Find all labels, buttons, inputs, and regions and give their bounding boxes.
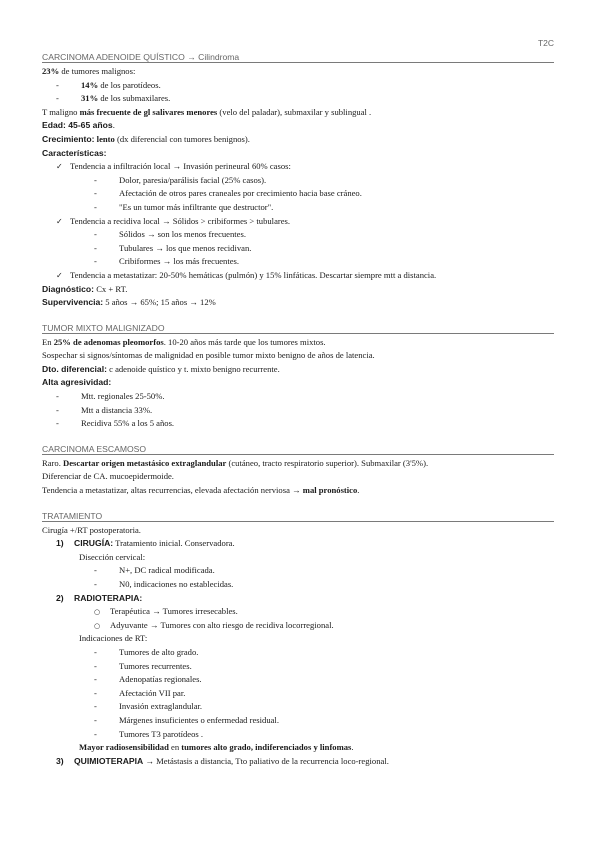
- bold-text: mal pronóstico: [302, 485, 358, 496]
- bold-text: 31%: [81, 93, 99, 104]
- check-icon: ✓: [56, 216, 63, 226]
- text-line: Diferenciar de CA. mucoepidermoide.: [42, 471, 174, 482]
- list-item: [42, 714, 554, 728]
- text: de los parotídeos.: [98, 79, 161, 90]
- text: . 10-20 años más tarde que los tumores mixtos.: [163, 336, 326, 347]
- list-item: [42, 687, 554, 701]
- heading-synonym: Cilindroma: [198, 52, 240, 62]
- text-line: [42, 336, 554, 350]
- list-item: [42, 79, 554, 93]
- label: Diagnóstico:: [42, 283, 95, 294]
- bold-text: 23%: [42, 66, 60, 76]
- section-heading-carcinoma-escamoso: CARCINOMA ESCAMOSO: [42, 444, 554, 455]
- text-line: Disección cervical:: [79, 551, 146, 562]
- list-item: [42, 728, 554, 742]
- circle-bullet-icon: ○: [94, 608, 101, 617]
- dash-bullet: -: [56, 93, 59, 104]
- item-number: 2): [56, 592, 64, 603]
- text: Tendencia a metastatizar, altas recurrencias, elevada afectación nerviosa →: [42, 485, 303, 496]
- heading-text: CARCINOMA ADENOIDE QUÍSTICO →: [42, 52, 199, 62]
- text: .: [112, 120, 115, 131]
- text: Tumores T3 parotídeos .: [119, 728, 204, 739]
- text-line: [42, 376, 554, 390]
- dash-bullet: -: [94, 565, 97, 576]
- label: CIRUGÍA:: [74, 538, 114, 549]
- text: Afectación de otros pares craneales por crecimiento hacia base cráneo.: [119, 188, 362, 199]
- text: 5 años → 65%; 15 años → 12%: [103, 297, 216, 308]
- dash-bullet: -: [94, 728, 97, 739]
- section-heading-tratamiento: TRATAMIENTO: [42, 511, 554, 522]
- text: T maligno: [42, 106, 80, 117]
- text-line: [42, 283, 554, 297]
- dash-bullet: -: [94, 714, 97, 725]
- text-line: [42, 296, 554, 310]
- text-line: [42, 457, 554, 471]
- text-line: [42, 106, 554, 120]
- dash-bullet: -: [94, 646, 97, 657]
- check-icon: ✓: [56, 162, 63, 172]
- text: Cx + RT.: [94, 283, 128, 294]
- dash-bullet: -: [56, 79, 59, 90]
- text: En: [42, 336, 54, 347]
- list-item: [42, 228, 554, 242]
- list-item: [42, 201, 554, 215]
- list-item: [42, 187, 554, 201]
- dash-bullet: -: [56, 418, 59, 429]
- list-item: [42, 673, 554, 687]
- text: Adyuvante → Tumores con alto riesgo de recidiva locorregional.: [110, 619, 334, 630]
- label: Dto. diferencial:: [42, 363, 107, 374]
- list-item: [42, 92, 554, 106]
- text: Tumores de alto grado.: [119, 646, 199, 657]
- text-line: [42, 741, 554, 755]
- dash-bullet: -: [94, 660, 97, 671]
- check-item: [42, 215, 554, 229]
- label: Características:: [42, 147, 107, 158]
- list-item: [42, 578, 554, 592]
- dash-bullet: -: [94, 188, 97, 199]
- text-line: [42, 133, 554, 147]
- bold-text: Descartar origen metastásico extraglandular: [63, 457, 227, 468]
- bold-text: más frecuente de gl salivares menores: [79, 106, 218, 117]
- text: en: [168, 742, 182, 753]
- text-line: Cirugía +/RT postoperatoria.: [42, 524, 141, 535]
- dash-bullet: -: [94, 687, 97, 698]
- section-heading-carcinoma-adenoide: [42, 52, 554, 63]
- text: Raro.: [42, 457, 64, 468]
- section-heading-tumor-mixto: TUMOR MIXTO MALIGNIZADO: [42, 323, 554, 334]
- page-code: T2C: [537, 38, 554, 48]
- label: Alta agresividad:: [42, 377, 112, 388]
- label: Edad: 45-65 años: [42, 120, 113, 131]
- text: Tumores recurrentes.: [119, 660, 192, 671]
- text: c adenoide quístico y t. mixto benigno recurrente.: [106, 363, 280, 374]
- dash-bullet: -: [94, 242, 97, 253]
- item-number: 1): [56, 538, 64, 549]
- text-line: [42, 147, 554, 161]
- list-item: [42, 646, 554, 660]
- text: Mtt a distancia 33%.: [81, 404, 153, 415]
- text: Recidiva 55% a los 5 años.: [81, 418, 175, 429]
- label: QUIMIOTERAPIA: [74, 755, 144, 766]
- text: Mtt. regionales 25-50%.: [81, 391, 165, 402]
- dash-bullet: -: [94, 579, 97, 589]
- text: "Es un tumor más infiltrante que destructor".: [119, 201, 274, 212]
- text: Tendencia a recidiva local → Sólidos > cribiformes > tubulares.: [70, 215, 291, 226]
- text-line: [42, 484, 554, 498]
- text: .: [351, 742, 354, 753]
- dash-bullet: -: [56, 404, 59, 415]
- dash-bullet: -: [56, 391, 59, 402]
- text: N0, indicaciones no establecidas.: [119, 579, 234, 589]
- list-item: [42, 564, 554, 578]
- text: de tumores malignos:: [59, 66, 136, 76]
- text: Adenopatías regionales.: [119, 674, 202, 685]
- text-line: Sospechar si signos/síntomas de malignidad en posible tumor mixto benigno de años de latencia.: [42, 350, 375, 361]
- document-body: [42, 52, 554, 768]
- circle-bullet-icon: ○: [94, 621, 101, 630]
- text: Afectación VII par.: [119, 687, 186, 698]
- check-icon: ✓: [56, 270, 63, 280]
- check-item: [42, 160, 554, 174]
- list-item: [42, 700, 554, 714]
- text: (cutáneo, tracto respiratorio superior). Submaxilar (3'5%).: [226, 457, 429, 468]
- text: Terapéutica → Tumores irresecables.: [110, 606, 238, 617]
- text: Invasión extraglandular.: [119, 701, 203, 712]
- label: Supervivencia:: [42, 297, 104, 308]
- list-item: [42, 174, 554, 188]
- list-item: [42, 242, 554, 256]
- text: de los submaxilares.: [98, 93, 171, 104]
- text: Cribiformes → los más frecuentes.: [119, 256, 240, 267]
- dash-bullet: -: [94, 201, 97, 212]
- text: Tendencia a metastatizar: 20-50% hemáticas (pulmón) y 15% linfáticas. Descartar siempre mtt a distancia.: [70, 269, 437, 280]
- text-line: Indicaciones de RT:: [79, 633, 148, 644]
- text: → Metástasis a distancia, Tto paliativo de la recurrencia loco-regional.: [143, 755, 389, 766]
- dash-bullet: -: [94, 174, 97, 185]
- text: .: [357, 485, 360, 496]
- bold-text: Mayor radiosensibilidad: [79, 742, 169, 753]
- dash-bullet: -: [94, 229, 97, 240]
- text: Tendencia a infiltración local → Invasión perineural 60% casos:: [70, 161, 291, 172]
- text: Dolor, paresia/parálisis facial (25% casos).: [119, 174, 267, 185]
- dash-bullet: -: [94, 701, 97, 712]
- text-line: [42, 363, 554, 377]
- list-item: [42, 660, 554, 674]
- numbered-item: [42, 537, 554, 551]
- text: Sólidos → son los menos frecuentes.: [119, 229, 246, 240]
- list-item: [42, 417, 554, 431]
- text: (dx diferencial con tumores benignos).: [114, 133, 250, 144]
- item-number: 3): [56, 755, 64, 766]
- text: Tratamiento inicial. Conservadora.: [113, 538, 235, 549]
- text: (velo del paladar), submaxilar y sublingual .: [217, 106, 372, 117]
- text: Márgenes insuficientes o enfermedad residual.: [119, 714, 279, 725]
- text: Tubulares → los que menos recidivan.: [119, 242, 252, 253]
- dash-bullet: -: [94, 674, 97, 685]
- list-item: [42, 404, 554, 418]
- text-line: [42, 65, 554, 79]
- label: Crecimiento:: [42, 133, 95, 144]
- text-line: [42, 119, 554, 133]
- list-item: [42, 619, 554, 633]
- numbered-item: [42, 755, 554, 769]
- bold-text: 14%: [81, 79, 99, 90]
- bold-text: tumores alto grado, indiferenciados y linfomas: [181, 742, 352, 753]
- label: RADIOTERAPIA:: [74, 592, 143, 603]
- numbered-item: [42, 592, 554, 606]
- text: N+, DC radical modificada.: [119, 565, 215, 576]
- dash-bullet: -: [94, 256, 97, 267]
- list-item: [42, 390, 554, 404]
- list-item: [42, 605, 554, 619]
- bold-text: lento: [94, 133, 115, 144]
- list-item: [42, 255, 554, 269]
- check-item: [42, 269, 554, 283]
- bold-text: 25% de adenomas pleomorfos: [53, 336, 164, 347]
